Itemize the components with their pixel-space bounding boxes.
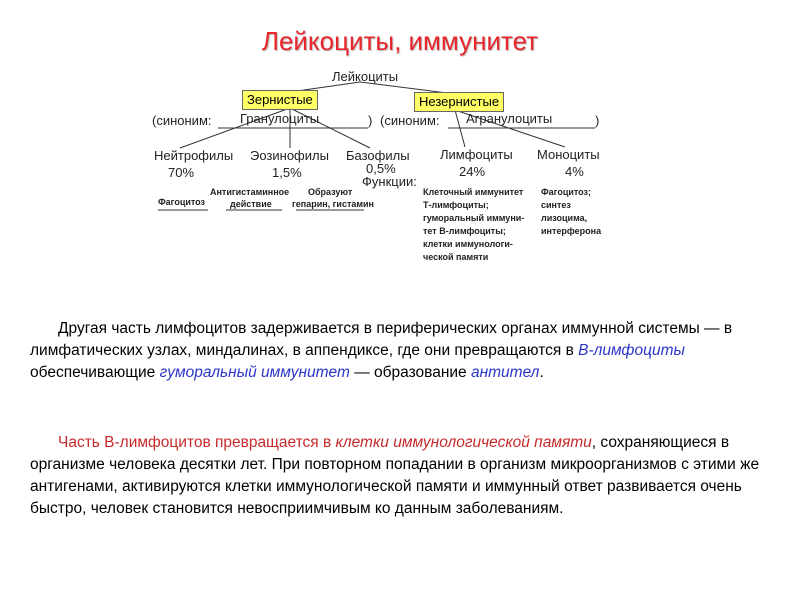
- function-lymphocytes-line6: ческой памяти: [423, 252, 489, 262]
- term-humoral-immunity: гуморальный иммунитет: [159, 364, 350, 381]
- granular-box: Зернистые: [242, 90, 318, 110]
- function-monocytes-line4: интерферона: [541, 226, 602, 236]
- page-title: Лейкоциты, иммунитет: [261, 26, 539, 56]
- function-monocytes-line3: лизоцима,: [541, 213, 588, 223]
- cell-name-neutrophils: Нейтрофилы: [154, 148, 234, 163]
- function-basophils-line2: гепарин, гистамин: [292, 199, 374, 209]
- agranular-synonym-prefix: (синоним:: [380, 113, 440, 128]
- paragraph1-text3: — образование: [349, 364, 471, 381]
- cell-percent-lymphocytes: 24%: [459, 164, 486, 179]
- function-lymphocytes-line2: Т-лимфоциты;: [423, 200, 489, 210]
- paragraph2-text2: сохраняющиеся в организме человека десятки лет. При повторном попадании в организм микроорганизмов с этими же антигенами, активируются клетки иммунологической памяти и иммунный ответ развивается очень быстро, человек становится невосприимчивым ко данным заболеваниям.: [30, 434, 760, 517]
- function-monocytes-line2: синтез: [541, 200, 571, 210]
- paragraph-memory-cells: [30, 432, 770, 520]
- agranular-synonym-suffix: ): [595, 113, 600, 128]
- granular-synonym-suffix: ): [368, 113, 373, 128]
- term-memory-cells: клетки иммунологической памяти: [335, 434, 592, 451]
- functions-label: Функции:: [362, 174, 417, 189]
- cell-name-eosinophils: Эозинофилы: [250, 148, 329, 163]
- granular-synonym-value: Гранулоциты: [240, 111, 320, 126]
- paragraph2-comma: ,: [591, 434, 597, 451]
- function-basophils-line1: Образуют: [308, 187, 353, 197]
- agranular-synonym-value: Агранулоциты: [466, 111, 553, 126]
- granular-synonym-prefix: (синоним:: [152, 113, 212, 128]
- cell-name-monocytes: Моноциты: [537, 147, 600, 162]
- function-lymphocytes-line3: гуморальный иммуни-: [423, 213, 525, 223]
- term-antibodies: антител: [470, 364, 540, 381]
- term-b-lymphocytes: В-лимфоциты: [578, 342, 685, 359]
- paragraph1-text1: Другая часть лимфоцитов задерживается в периферических органах иммунной системы — в лимфатических узлах, миндалинах, в аппендиксе, где они превращаются в: [30, 320, 733, 359]
- function-lymphocytes-line1: Клеточный иммунитет: [423, 187, 524, 197]
- paragraph1-text4: .: [539, 364, 544, 381]
- cell-name-lymphocytes: Лимфоциты: [440, 147, 513, 162]
- function-neutrophils: Фагоцитоз: [158, 197, 206, 207]
- function-eosinophils-line1: Антигистаминное: [210, 187, 290, 197]
- root-label: Лейкоциты: [332, 69, 399, 84]
- agranular-box: Незернистые: [414, 92, 504, 112]
- function-eosinophils-line2: действие: [230, 199, 272, 209]
- cell-percent-basophils: 0,5%: [366, 161, 396, 176]
- function-lymphocytes-line5: клетки иммунологи-: [423, 239, 513, 249]
- cell-percent-neutrophils: 70%: [168, 165, 195, 180]
- paragraph2-text1: Часть В-лимфоцитов превращается в: [58, 434, 336, 451]
- paragraph-lymphocytes: [30, 318, 770, 384]
- cell-percent-monocytes: 4%: [565, 164, 584, 179]
- function-lymphocytes-line4: тет В-лимфоциты;: [423, 226, 506, 236]
- function-monocytes-line1: Фагоцитоз;: [541, 187, 592, 197]
- cell-name-basophils: Базофилы: [346, 148, 410, 163]
- paragraph1-text2: обеспечивающие: [30, 364, 160, 381]
- cell-percent-eosinophils: 1,5%: [272, 165, 302, 180]
